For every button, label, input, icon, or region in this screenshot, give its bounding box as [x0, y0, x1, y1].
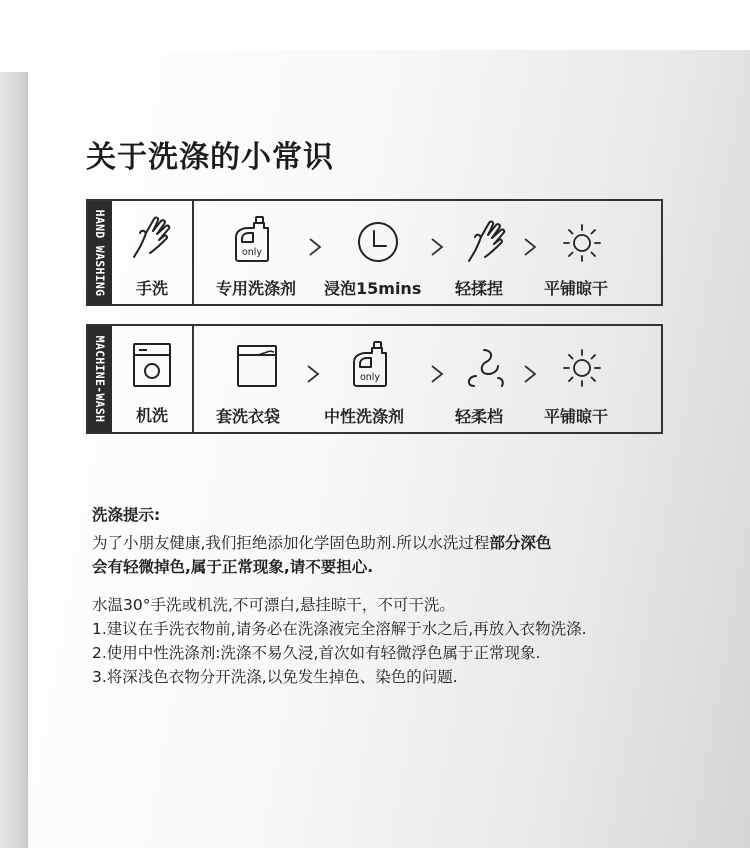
step-label-soak: 浸泡15mins — [324, 279, 422, 298]
hand-icon — [463, 217, 511, 263]
tips-heading: 洗涤提示: — [92, 506, 161, 524]
tips-line-2 — [92, 555, 587, 579]
svg-text:only: only — [241, 247, 263, 258]
background-left-band — [0, 72, 28, 848]
tips-line-5: 2.使用中性洗涤剂:洗涤不易久浸,首次如有轻微浮色属于正常现象. — [92, 644, 541, 662]
hand-wash-mode-cell — [112, 201, 194, 304]
machine-wash-mode-cell — [112, 326, 194, 432]
step-label-special-detergent: 专用洗涤剂 — [216, 279, 297, 298]
machine-wash-panel — [86, 324, 663, 434]
sun-icon — [562, 223, 602, 263]
machine-wash-side-strip — [88, 326, 112, 432]
chevron-right-icon — [308, 237, 322, 257]
detergent-bottle-icon — [234, 215, 270, 263]
step-label-dry-flat: 平铺晾干 — [544, 407, 609, 426]
tips-line-2-bold: 会有轻微掉色,属于正常现象,请不要担心. — [92, 558, 374, 576]
tips-line-3: 水温30°手洗或机洗,不可漂白,悬挂晾干，不可干洗。 — [92, 596, 455, 614]
hand-wash-side-strip — [88, 201, 112, 304]
tips-line-1-text: 为了小朋友健康,我们拒绝添加化学固色助剂.所以水洗过程 — [92, 534, 490, 552]
clock-icon — [357, 221, 399, 263]
step-label-laundry-bag: 套洗衣袋 — [216, 407, 281, 426]
hand-wash-mode-label: 手洗 — [135, 279, 168, 298]
chevron-right-icon — [306, 364, 320, 384]
tips-line-1-bold: 部分深色 — [489, 534, 552, 552]
machine-wash-mode-label: 机洗 — [135, 406, 168, 425]
svg-text:only: only — [359, 372, 381, 383]
detergent-bottle-icon — [352, 340, 388, 388]
chevron-right-icon — [430, 237, 444, 257]
chevron-right-icon — [523, 237, 537, 257]
step-label-dry-flat: 平铺晾干 — [544, 279, 609, 298]
sun-icon — [562, 348, 602, 388]
hand-wash-panel — [86, 199, 663, 306]
chevron-right-icon — [430, 364, 444, 384]
tips-line-1 — [92, 531, 587, 555]
laundry-bag-icon — [236, 344, 278, 388]
gentle-cycle-icon — [462, 348, 508, 388]
hand-wash-side-label: HAND WASHING — [93, 209, 107, 296]
washing-machine-icon — [132, 342, 172, 388]
hand-icon — [128, 213, 176, 259]
washing-tips — [92, 503, 587, 689]
chevron-right-icon — [523, 364, 537, 384]
tips-gap — [92, 579, 587, 593]
step-label-gentle-mode: 轻柔档 — [455, 407, 504, 426]
tips-line-6: 3.将深浅色衣物分开洗涤,以免发生掉色、染色的问题. — [92, 668, 458, 686]
machine-wash-side-label: MACHINE-WASH — [93, 335, 107, 423]
page-title: 关于洗涤的小常识 — [86, 140, 334, 175]
step-label-knead: 轻揉捏 — [455, 279, 504, 298]
tips-line-4: 1.建议在手洗衣物前,请务必在洗涤液完全溶解于水之后,再放入衣物洗涤. — [92, 620, 587, 638]
step-label-neutral-detergent: 中性洗涤剂 — [324, 407, 405, 426]
